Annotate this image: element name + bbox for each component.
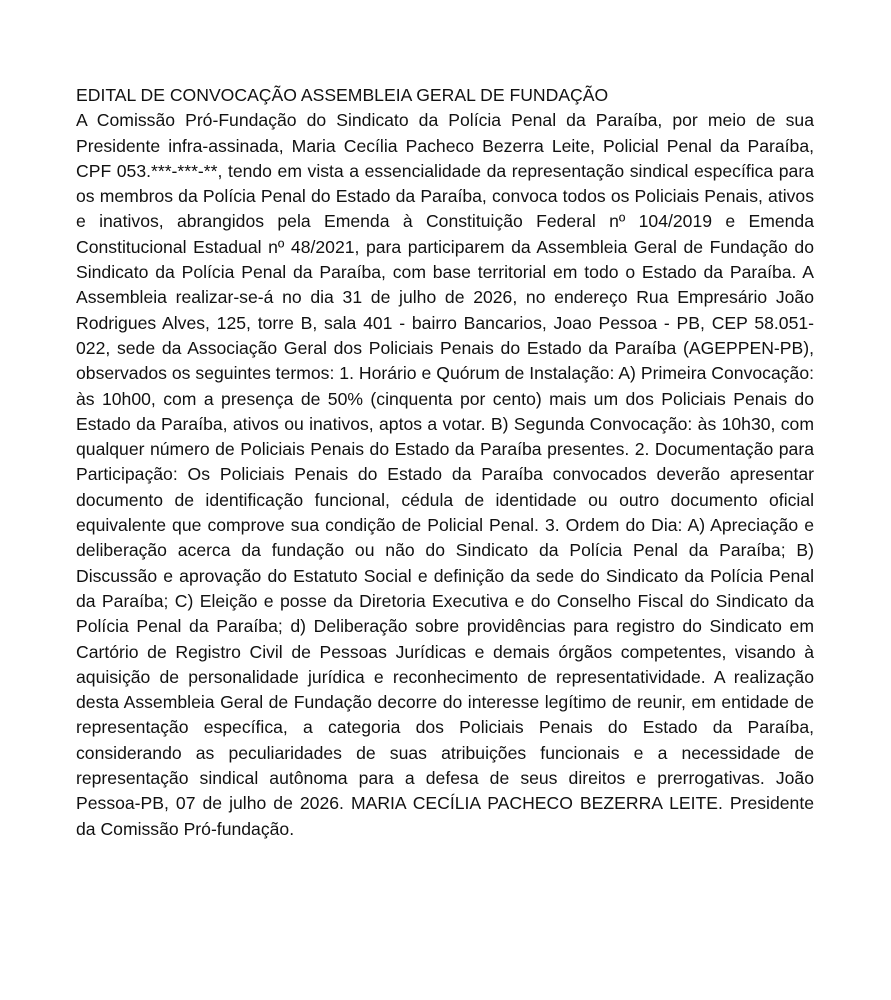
document-title: EDITAL DE CONVOCAÇÃO ASSEMBLEIA GERAL DE FUNDAÇÃO xyxy=(76,85,609,105)
document-body-paragraph: A Comissão Pró-Fundação do Sindicato da Polícia Penal da Paraíba, por meio de sua Presidente infra-assinada, Maria Cecília Pacheco Bezerra Leite, Policial Penal da Paraíba, CPF 053.***-***-**, tendo em vista a essencialidade da representação sindical específica para os membros da Polícia Penal do Estado da Paraíba, convoca todos os Policiais Penais, ativos e inativos, abrangidos pela Emenda à Constituição Federal nº 104/2019 e Emenda Constitucional Estadual nº 48/2021, para participarem da Assembleia Geral de Fundação do Sindicato da Polícia Penal da Paraíba, com base territorial em todo o Estado da Paraíba. A Assembleia realizar-se-á no dia 31 de julho de 2026, no endereço Rua Empresário João Rodrigues Alves, 125, torre B, sala 401 - bairro Bancarios, Joao Pessoa - PB, CEP 58.051-022, sede da Associação Geral dos Policiais Penais do Estado da Paraíba (AGEPPEN-PB), observados os seguintes termos: 1. Horário e Quórum de Instalação: A) Primeira Convocação: às 10h00, com a presença de 50% (cinquenta por cento) mais um dos Policiais Penais do Estado da Paraíba, ativos ou inativos, aptos a votar. B) Segunda Convocação: às 10h30, com qualquer número de Policiais Penais do Estado da Paraíba presentes. 2. Documentação para Participação: Os Policiais Penais do Estado da Paraíba convocados deverão apresentar documento de identificação funcional, cédula de identidade ou outro documento oficial equivalente que comprove sua condição de Policial Penal. 3. Ordem do Dia: A) Apreciação e deliberação acerca da fundação ou não do Sindicato da Polícia Penal da Paraíba; B) Discussão e aprovação do Estatuto Social e definição da sede do Sindicato da Polícia Penal da Paraíba; C) Eleição e posse da Diretoria Executiva e do Conselho Fiscal do Sindicato da Polícia Penal da Paraíba; d) Deliberação sobre providências para registro do Sindicato em Cartório de Registro Civil de Pessoas Jurídicas e demais órgãos competentes, visando à aquisição de personalidade jurídica e reconhecimento de representatividade. A realização desta Assembleia Geral de Fundação decorre do interesse legítimo de reunir, em entidade de representação específica, a categoria dos Policiais Penais do Estado da Paraíba, considerando as peculiaridades de suas atribuições funcionais e a necessidade de representação sindical autônoma para a defesa de seus direitos e prerrogativas. João Pessoa-PB, 07 de julho de 2026. MARIA CECÍLIA PACHECO BEZERRA LEITE. Presidente da Comissão Pró-fundação. xyxy=(76,110,814,839)
document-content xyxy=(76,83,814,842)
